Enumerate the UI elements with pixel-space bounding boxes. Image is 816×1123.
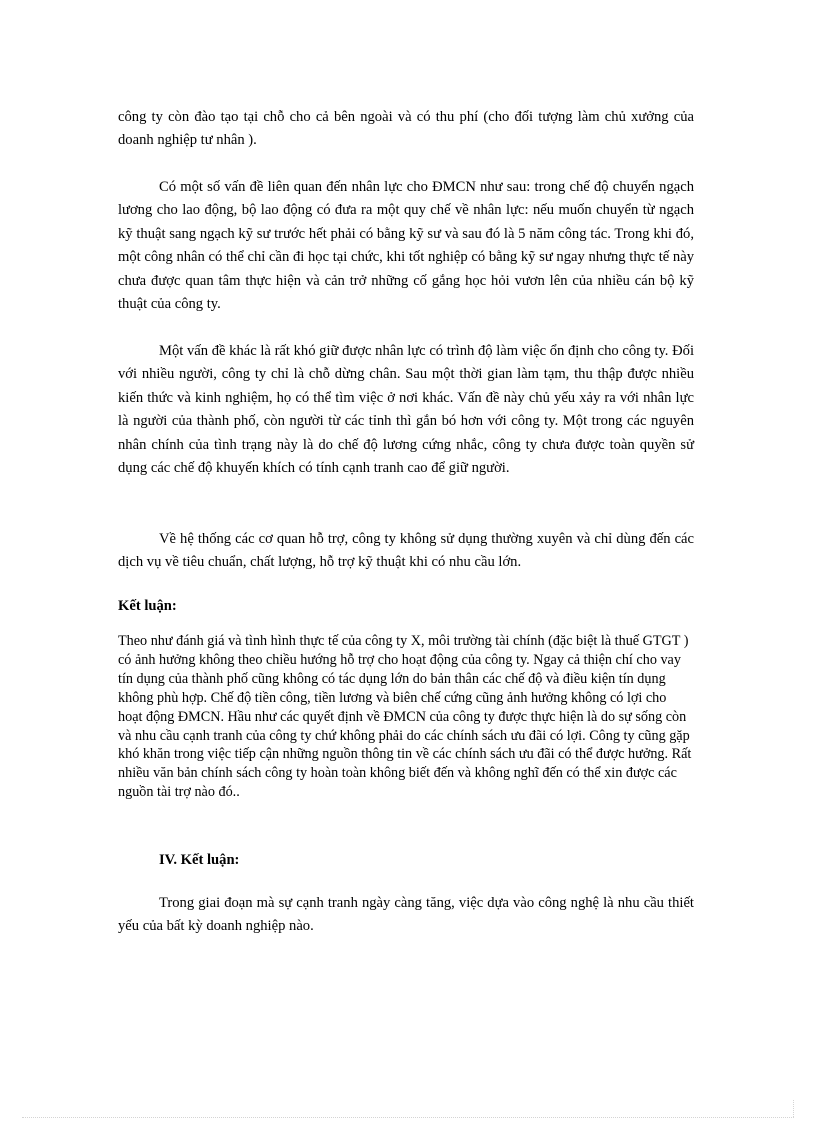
paragraph-support-agencies: Về hệ thống các cơ quan hỗ trợ, công ty không sử dụng thường xuyên và chỉ dùng đến các dịch vụ về tiêu chuẩn, chất lượng, hỗ trợ kỹ thuật khi có nhu cầu lớn.	[118, 531, 694, 571]
paragraph-human-resources: Có một số vấn đề liên quan đến nhân lực cho ĐMCN như sau: trong chế độ chuyển ngạch lương cho lao động, bộ lao động có đưa ra một quy chế về nhân lực: nếu muốn chuyển từ ngạch kỹ thuật sang ngạch kỹ sư trước hết phải có bằng kỹ sư và sau đó là 5 năm công tác. Trong khi đó, một công nhân có thể chỉ cần đi học tại chức, khi tốt nghiệp có bằng kỹ sư ngay nhưng thực tế này chưa được quan tâm thực hiện và cản trở những cố gắng học hỏi vươn lên của nhiều cán bộ kỹ thuật của công ty.	[118, 179, 694, 313]
page-border-bottom	[22, 1117, 794, 1118]
conclusion-paragraph: Theo như đánh giá và tình hình thực tế của công ty X, môi trường tài chính (đặc biệt là thuế GTGT ) có ảnh hưởng không theo chiều hướng hỗ trợ cho hoạt động của công ty. Ngay cả thiện chí cho vay tín dụng của thành phố cũng không có tác dụng lớn do bản thân các chế độ và điều kiện tín dụng không phù hợp. Chế độ tiền công, tiền lương và biên chế cứng cũng ảnh hưởng không có lợi cho hoạt động ĐMCN. Hầu như các quyết định về ĐMCN của công ty được thực hiện là do sự sống còn và nhu cầu cạnh tranh của công ty chứ không phải do các chính sách ưu đãi có lợi. Công ty cũng gặp khó khăn trong việc tiếp cận những nguồn thông tin về các chính sách ưu đãi có thể được hưởng. Rất nhiều văn bản chính sách công ty hoàn toàn không biết đến và không nghĩ đến có thể xin được các nguồn tài trợ nào đó..	[118, 633, 692, 801]
final-paragraph: Trong giai đoạn mà sự cạnh tranh ngày càng tăng, việc dựa vào công nghệ là nhu cầu thiết yếu của bất kỳ doanh nghiệp nào.	[118, 895, 694, 935]
conclusion-heading: Kết luận:	[118, 598, 177, 614]
paragraph-retention: Một vấn đề khác là rất khó giữ được nhân lực có trình độ làm việc ổn định cho công ty. Đối với nhiều người, công ty chỉ là chỗ dừng chân. Sau một thời gian làm tạm, thu thập được nhiều kiến thức và kinh nghiệm, họ có thể tìm việc ở nơi khác. Vấn đề này chủ yếu xảy ra với nhân lực là người của thành phố, còn người từ các tỉnh thì gắn bó hơn với công ty. Một trong các nguyên nhân chính của tình trạng này là do chế độ lương cứng nhắc, công ty chưa được toàn quyền sử dụng các chế độ khuyến khích có tính cạnh tranh cao để giữ người.	[118, 343, 694, 477]
section-iv-heading: IV. Kết luận:	[159, 852, 240, 868]
page-border-corner	[793, 1100, 794, 1117]
paragraph-training: công ty còn đào tạo tại chỗ cho cả bên ngoài và có thu phí (cho đối tượng làm chủ xưởng của doanh nghiệp tư nhân ).	[118, 109, 694, 149]
